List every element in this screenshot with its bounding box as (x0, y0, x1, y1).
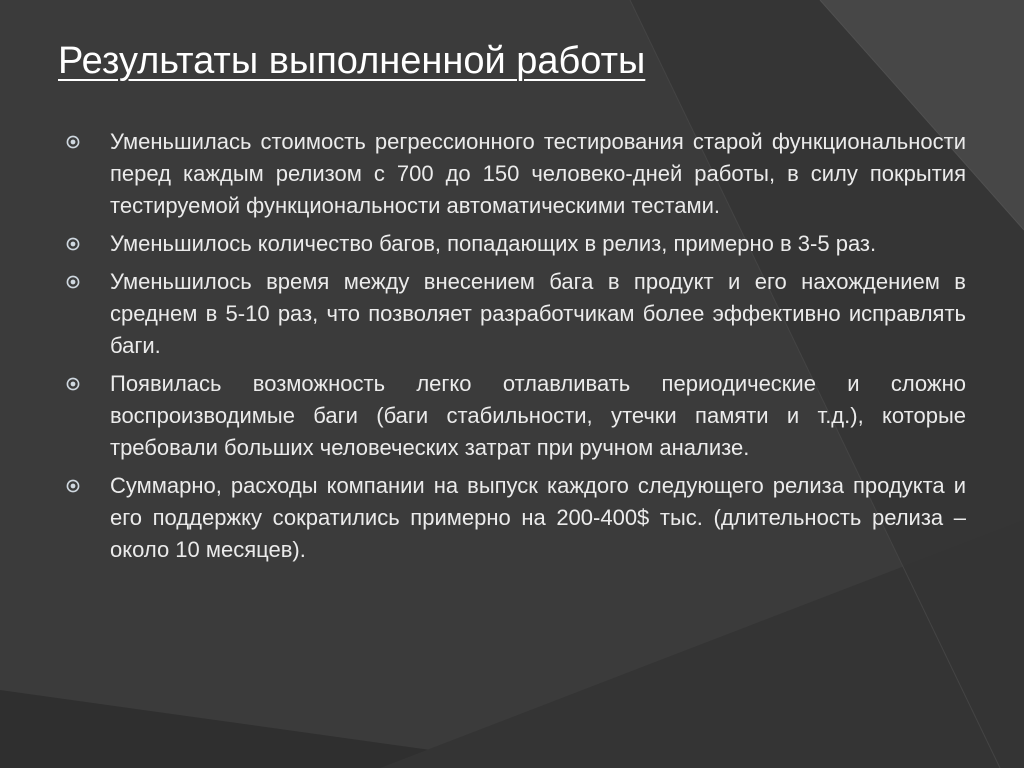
bullet-item (66, 266, 966, 362)
circle-bullet-icon (66, 479, 80, 493)
bullet-text: Уменьшилась стоимость регрессионного тестирования старой функциональности перед каждым релизом с 700 до 150 человеко-дней работы, в силу покрытия тестируемой функциональности автоматическими тестами. (110, 129, 966, 218)
bullet-list (66, 126, 966, 572)
bullet-item (66, 228, 966, 260)
bullet-text: Уменьшилось количество багов, попадающих в релиз, примерно в 3-5 раз. (110, 231, 877, 256)
bullet-text: Суммарно, расходы компании на выпуск каждого следующего релиза продукта и его поддержку сократились примерно на 200-400$ тыс. (длительность релиза – около 10 месяцев). (110, 473, 966, 562)
bullet-text: Появилась возможность легко отлавливать периодические и сложно воспроизводимые баги (баги стабильности, утечки памяти и т.д.), которые требовали больших человеческих затрат при ручном анализе. (110, 371, 966, 460)
bullet-text: Уменьшилось время между внесением бага в продукт и его нахождением в среднем в 5-10 раз, что позволяет разработчикам более эффективно исправлять баги. (110, 269, 966, 358)
circle-bullet-icon (66, 135, 80, 149)
circle-bullet-icon (66, 377, 80, 391)
slide-title: Результаты выполненной работы (58, 40, 646, 82)
bullet-item (66, 126, 966, 222)
bullet-item (66, 470, 966, 566)
circle-bullet-icon (66, 237, 80, 251)
bullet-item (66, 368, 966, 464)
circle-bullet-icon (66, 275, 80, 289)
